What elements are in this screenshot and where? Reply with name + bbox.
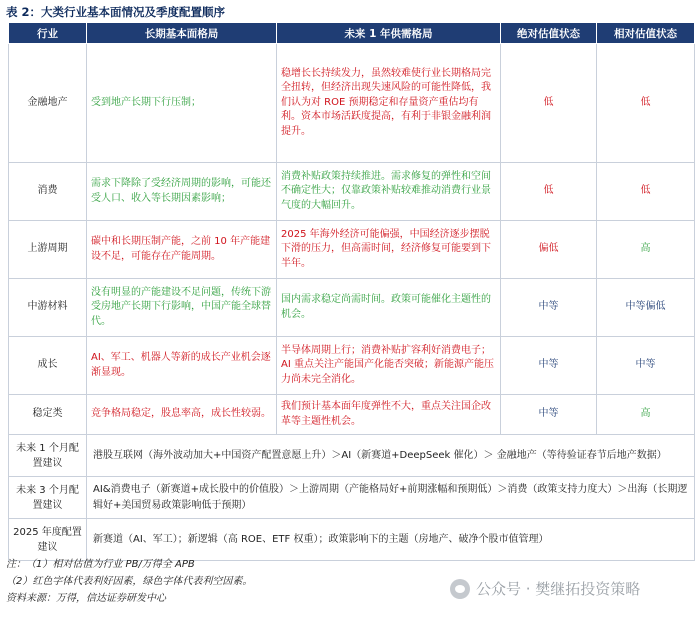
absolute-valuation-cell: 中等 [501, 279, 597, 337]
table-title: 表 2：大类行业基本面情况及季度配置顺序 [6, 5, 226, 19]
footnote-2: （2）红色字体代表利好因素，绿色字体代表利空因素。 [6, 576, 253, 587]
recommendation-row [9, 435, 695, 477]
watermark [450, 578, 640, 599]
footnote-1: 注：（1）相对估值为行业 PB/万得全 APB [6, 559, 195, 570]
supply-demand-cell: 半导体周期上行；消费补贴扩容利好消费电子；AI 重点关注产能国产化能否突破；新能源产能压力尚未完全消化。 [277, 337, 501, 395]
header-long-term: 长期基本面格局 [87, 23, 277, 44]
watermark-text: 公众号 · 樊继拓投资策略 [476, 580, 641, 598]
supply-demand-cell: 我们预计基本面年度弹性不大，重点关注国企改革等主题性机会。 [277, 395, 501, 435]
recommendation-text: 港股互联网（海外波动加大+中国资产配置意愿上升）＞AI（新赛道+DeepSeek 催化）＞ 金融地产（等待验证春节后地产数据） [87, 435, 695, 477]
absolute-valuation-cell: 中等 [501, 337, 597, 395]
wechat-icon [450, 579, 470, 599]
table-row [9, 44, 695, 163]
absolute-valuation-cell: 中等 [501, 395, 597, 435]
long-term-cell: 碳中和长期压制产能，之前 10 年产能建设不足，可能存在产能周期。 [87, 221, 277, 279]
relative-valuation-cell: 高 [597, 395, 695, 435]
recommendation-row [9, 477, 695, 519]
supply-demand-cell: 2025 年海外经济可能偏强，中国经济逐步摆脱下滑的压力，但高需时间，经济修复可能要到下半年。 [277, 221, 501, 279]
recommendation-text: 新赛道（AI、军工）；新逻辑（高 ROE、ETF 权重）；政策影响下的主题（房地产、破净个股市值管理） [87, 519, 695, 561]
sector-name: 消费 [9, 163, 87, 221]
absolute-valuation-cell: 低 [501, 44, 597, 163]
source-note: 资料来源：万得，信达证券研发中心 [6, 593, 166, 604]
relative-valuation-cell: 低 [597, 163, 695, 221]
relative-valuation-cell: 低 [597, 44, 695, 163]
header-absolute-valuation: 绝对估值状态 [501, 23, 597, 44]
supply-demand-cell: 国内需求稳定尚需时间。政策可能催化主题性的机会。 [277, 279, 501, 337]
absolute-valuation-cell: 低 [501, 163, 597, 221]
sector-name: 上游周期 [9, 221, 87, 279]
sector-name: 成长 [9, 337, 87, 395]
recommendation-row [9, 519, 695, 561]
long-term-cell: 需求下降除了受经济周期的影响，可能还受人口、收入等长期因素影响； [87, 163, 277, 221]
header-sector: 行业 [9, 23, 87, 44]
absolute-valuation-cell: 偏低 [501, 221, 597, 279]
recommendation-label: 未来 3 个月配置建议 [9, 477, 87, 519]
recommendation-text: AI&消费电子（新赛道+成长股中的价值股）＞上游周期（产能格局好+前期涨幅和预期低）＞消费（政策支持力度大）＞出海（长期逻辑好+美国贸易政策影响低于预期） [87, 477, 695, 519]
table-row [9, 279, 695, 337]
relative-valuation-cell: 中等 [597, 337, 695, 395]
table-row [9, 337, 695, 395]
sector-name: 稳定类 [9, 395, 87, 435]
supply-demand-cell: 消费补贴政策持续推进。需求修复的弹性和空间不确定性大；仅靠政策补贴较难推动消费行业景气度的大幅回升。 [277, 163, 501, 221]
recommendation-label: 未来 1 个月配置建议 [9, 435, 87, 477]
recommendation-label: 2025 年度配置建议 [9, 519, 87, 561]
relative-valuation-cell: 中等偏低 [597, 279, 695, 337]
table-row [9, 395, 695, 435]
footnotes [6, 556, 252, 607]
supply-demand-cell: 稳增长长持续发力，虽然较难使行业长期格局完全扭转，但经济出现失速风险的可能性降低，我们认为对 ROE 预期稳定和存量资产重估均有利。资本市场活跃度提高，有利于非银金融利润提升。 [277, 44, 501, 163]
long-term-cell: 受到地产长期下行压制； [87, 44, 277, 163]
table-row [9, 163, 695, 221]
header-relative-valuation: 相对估值状态 [597, 23, 695, 44]
long-term-cell: AI、军工、机器人等新的成长产业机会逐渐显现。 [87, 337, 277, 395]
table-header-row [9, 23, 695, 44]
sector-name: 金融地产 [9, 44, 87, 163]
sector-table [8, 22, 695, 561]
relative-valuation-cell: 高 [597, 221, 695, 279]
long-term-cell: 没有明显的产能建设不足问题，传统下游受房地产长期下行影响，中国产能全球替代。 [87, 279, 277, 337]
long-term-cell: 竞争格局稳定，股息率高，成长性较弱。 [87, 395, 277, 435]
header-supply-demand: 未来 1 年供需格局 [277, 23, 501, 44]
table-row [9, 221, 695, 279]
sector-name: 中游材料 [9, 279, 87, 337]
